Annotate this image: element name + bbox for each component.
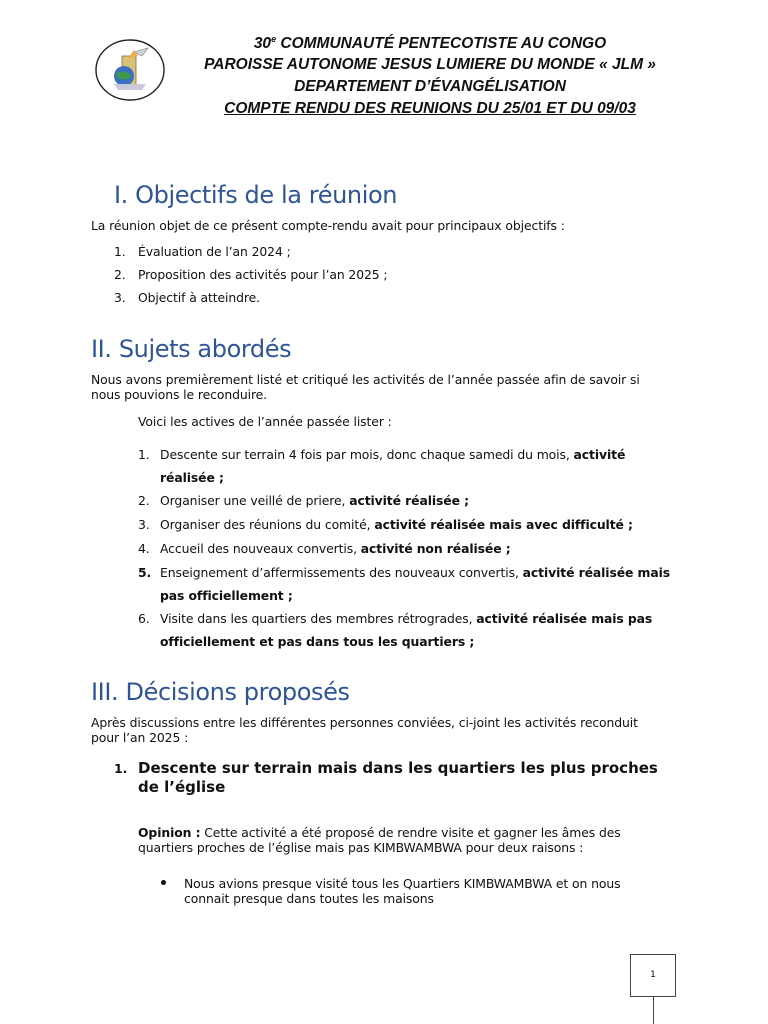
list-item (138, 537, 678, 560)
list-item-status: activité (573, 447, 626, 462)
list-item-number: 4. (138, 541, 150, 556)
header-line-1-number: 30 (253, 35, 272, 52)
section-1-title: I. Objectifs de la réunion (114, 181, 398, 209)
list-item-text: Accueil des nouveaux convertis, (160, 541, 361, 556)
bullet-text-line-1: Nous avions presque visité tous les Quartiers KIMBWAMBWA et on nous (184, 876, 621, 891)
section-2-title: II. Sujets abordés (91, 335, 292, 363)
list-item (138, 607, 678, 653)
header-line-4-text: COMPTE RENDU DES REUNIONS DU 25/01 ET DU 09/03 (224, 100, 636, 117)
list-item (114, 286, 614, 309)
list-item (114, 263, 614, 286)
list-item-text: Visite dans les quartiers des membres rétrogrades, (160, 611, 477, 626)
list-item-status: activité réalisée ; (349, 493, 469, 508)
section-3-intro-line-1: Après discussions entre les différentes personnes conviées, ci-joint les activités reconduit (91, 715, 638, 730)
list-item (138, 513, 678, 536)
section-2-intro-line-1: Nous avons premièrement listé et critiqué les activités de l’année passée afin de savoir si (91, 372, 640, 387)
list-item-number: 6. (138, 611, 150, 626)
list-item-number: 3. (138, 517, 150, 532)
header-line-1-sup: e (271, 34, 277, 44)
list-item-text: Enseignement d’affermissements des nouveaux convertis, (160, 565, 523, 580)
list-item-number: 2. (114, 267, 126, 282)
subsection-title-line-2: de l’église (138, 778, 226, 796)
list-item-number: 3. (114, 290, 126, 305)
list-item-status: activité réalisée mais pas (476, 611, 653, 626)
list-item-status-cont: officiellement et pas dans tous les quartiers ; (160, 634, 475, 649)
list-item (138, 443, 678, 489)
list-item-text: Évaluation de l’an 2024 ; (138, 244, 291, 259)
subsection-number: 1. (114, 761, 128, 776)
list-item-text: Proposition des activités pour l’an 2025 ; (138, 267, 388, 282)
list-item (138, 561, 678, 607)
header-line-2: PAROISSE AUTONOME JESUS LUMIERE DU MONDE « JLM » (204, 56, 656, 73)
list-item-number: 2. (138, 493, 150, 508)
header-line-1 (170, 35, 690, 52)
page-number-connector (653, 996, 654, 1024)
subsection-title-line-1: Descente sur terrain mais dans les quartiers les plus proches (138, 759, 658, 777)
list-item-status-cont: réalisée ; (160, 470, 224, 485)
list-item (114, 240, 614, 263)
list-item-text: Organiser une veillé de priere, (160, 493, 350, 508)
list-item-text: Descente sur terrain 4 fois par mois, donc chaque samedi du mois, (160, 447, 574, 462)
list-item-status: activité réalisée mais avec difficulté ; (374, 517, 633, 532)
opinion-line-2: quartiers proches de l’église mais pas KIMBWAMBWA pour deux raisons : (138, 840, 584, 855)
list-item-number: 1. (138, 447, 150, 462)
section-2-intro-line-2: nous pouvions le reconduire. (91, 387, 268, 402)
list-item-number: 1. (114, 244, 126, 259)
list-item (138, 489, 678, 512)
list-item-text: Objectif à atteindre. (138, 290, 261, 305)
opinion-line-1 (138, 825, 621, 840)
section-1-intro: La réunion objet de ce présent compte-rendu avait pour principaux objectifs : (91, 218, 565, 233)
list-item-status: activité réalisée mais (522, 565, 671, 580)
list-item-status: activité non réalisée ; (360, 541, 511, 556)
section-3-title: III. Décisions proposés (91, 678, 350, 706)
page-number: 1 (630, 954, 676, 997)
section-3-intro-line-2: pour l’an 2025 : (91, 730, 189, 745)
section-2-subintro: Voici les actives de l’année passée lister : (138, 414, 392, 429)
bullet-icon (161, 880, 166, 885)
bullet-text-line-2: connait presque dans toutes les maisons (184, 891, 434, 906)
church-logo (94, 38, 166, 102)
list-item-number: 5. (138, 565, 152, 580)
list-item-text: Organiser des réunions du comité, (160, 517, 375, 532)
header-line-4 (170, 100, 690, 117)
list-item-status-cont: pas officiellement ; (160, 588, 293, 603)
header-line-3: DEPARTEMENT D’ÉVANGÉLISATION (294, 78, 566, 95)
header-line-1-rest: COMMUNAUTÉ PENTECOTISTE AU CONGO (276, 35, 607, 52)
opinion-text: Cette activité a été proposé de rendre visite et gagner les âmes des (200, 825, 621, 840)
opinion-label: Opinion : (138, 825, 201, 840)
